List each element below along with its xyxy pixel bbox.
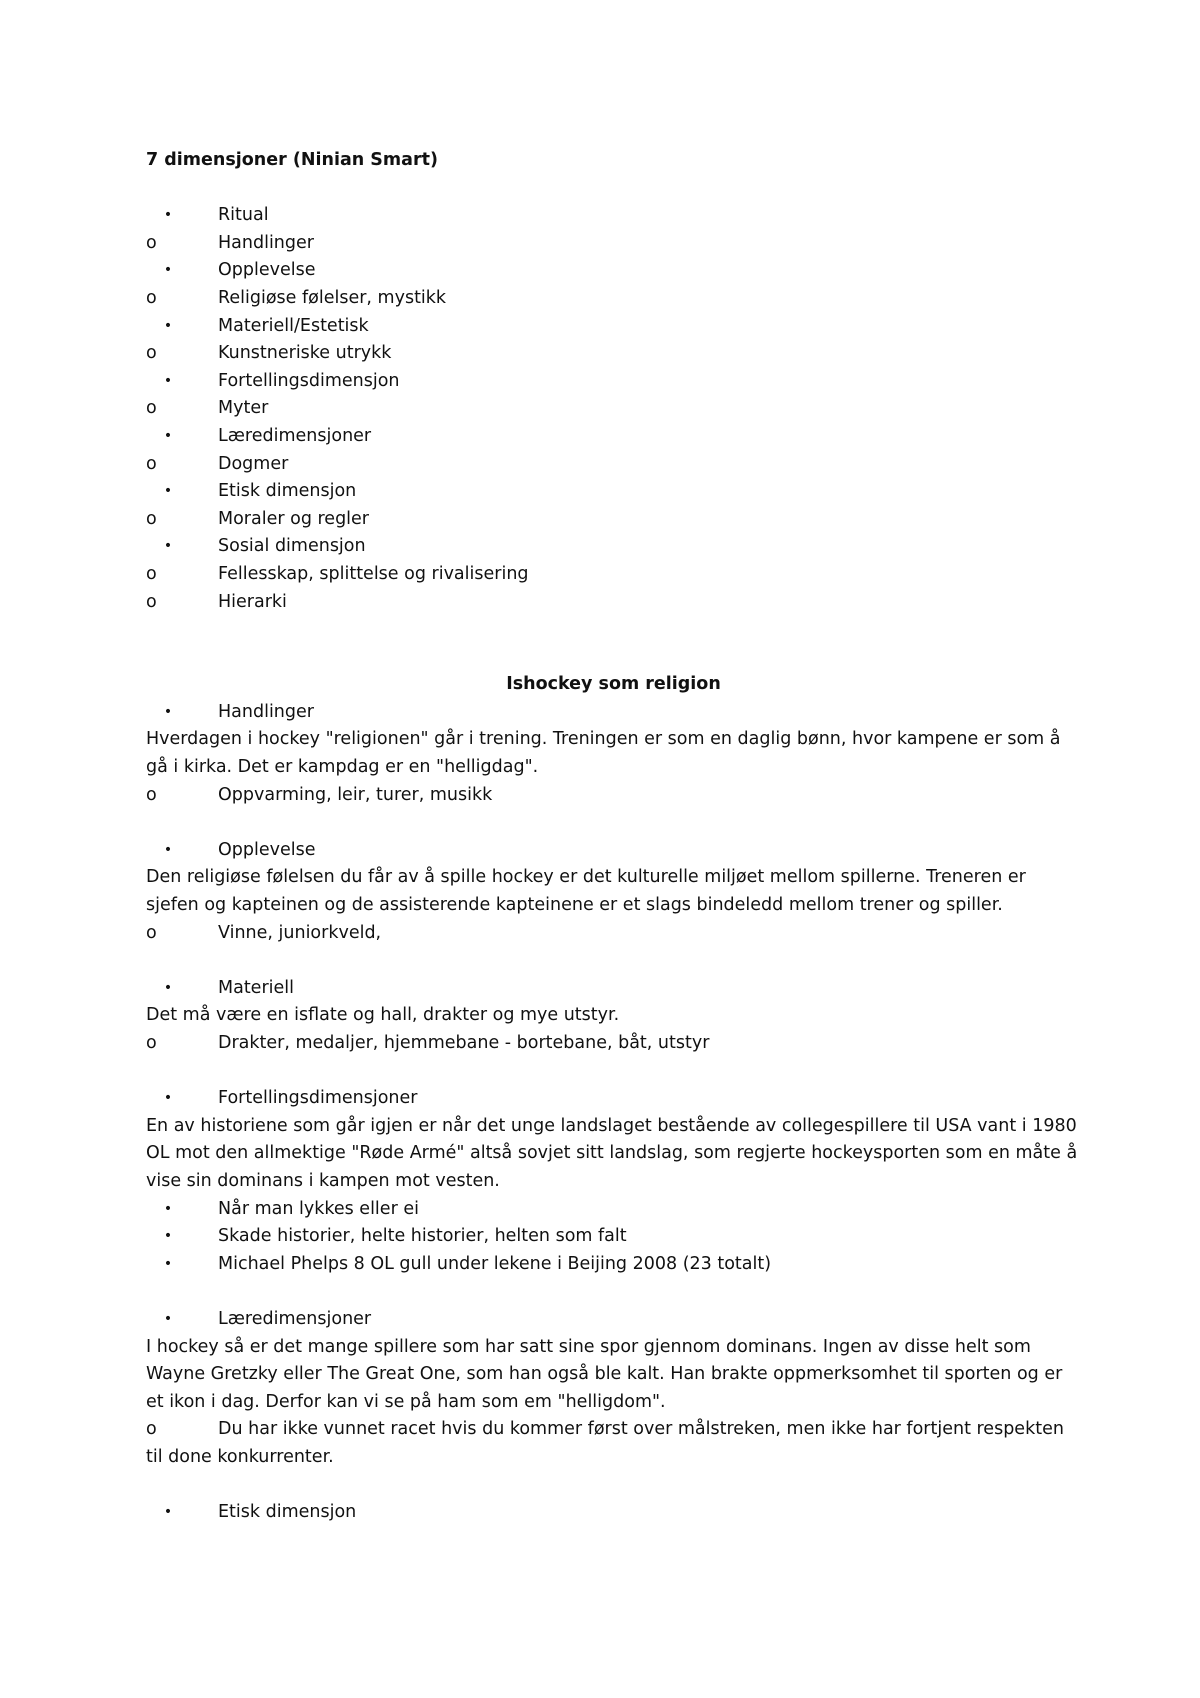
- bullet-marker: •: [163, 841, 173, 858]
- list-item: [146, 533, 1081, 561]
- list-item: [146, 340, 1081, 368]
- sub-item-text: Oppvarming, leir, turer, musikk: [218, 784, 493, 805]
- list-item: [146, 561, 1081, 589]
- list-item: [146, 313, 1081, 341]
- section-bullet: [146, 1499, 1081, 1527]
- blank-line: [146, 809, 1081, 837]
- bullet-marker: •: [163, 538, 173, 555]
- list-item: [146, 202, 1081, 230]
- section-bullet-text: Opplevelse: [218, 839, 316, 860]
- list-item-text: Dogmer: [218, 453, 289, 474]
- bullet-marker: •: [163, 1200, 173, 1217]
- bullet-marker: •: [163, 483, 173, 500]
- list-item-text: Materiell/Estetisk: [218, 315, 369, 336]
- list-item-text: Religiøse følelser, mystikk: [218, 287, 447, 308]
- blank-line: [146, 1278, 1081, 1306]
- circle-marker: o: [146, 508, 157, 529]
- list-item-text: Sosial dimensjon: [218, 536, 366, 557]
- list-item: [146, 423, 1081, 451]
- section-title: Ishockey som religion: [506, 674, 721, 695]
- list-item-text: Moraler og regler: [218, 508, 369, 529]
- circle-marker: o: [146, 343, 157, 364]
- list-item-text: Opplevelse: [218, 260, 316, 281]
- bullet-marker: •: [163, 1255, 173, 1272]
- document-heading: 7 dimensjoner (Ninian Smart): [146, 150, 438, 170]
- list-item-text: Kunstneriske utrykk: [218, 343, 392, 364]
- section-bullet: [146, 1306, 1081, 1334]
- bullet-marker: •: [163, 372, 173, 389]
- section-bullet: [146, 975, 1081, 1003]
- sub-item: [146, 1416, 1081, 1471]
- list-item-text: Fellesskap, splittelse og rivalisering: [218, 563, 529, 584]
- blank-line: [146, 947, 1081, 975]
- list-item: [146, 451, 1081, 479]
- blank-line: [146, 1472, 1081, 1500]
- list-item-text: Når man lykkes eller ei: [218, 1198, 419, 1219]
- bullet-marker: •: [163, 317, 173, 334]
- circle-marker: o: [146, 232, 157, 253]
- bullet-marker: •: [163, 1310, 173, 1327]
- list-item: [146, 368, 1081, 396]
- list-item-text: Fortellingsdimensjon: [218, 370, 400, 391]
- section-bullet-text: Materiell: [218, 977, 294, 998]
- circle-marker: o: [146, 1033, 157, 1053]
- document-content: [146, 147, 1081, 1527]
- list-item: [146, 506, 1081, 534]
- sub-item-text: Drakter, medaljer, hjemmebane - bortebane, båt, utstyr: [218, 1033, 710, 1053]
- section-bullet-text: Fortellingsdimensjoner: [218, 1088, 418, 1109]
- list-item-text: Hierarki: [218, 591, 287, 612]
- blank-line: [146, 616, 1081, 644]
- circle-marker: o: [146, 453, 157, 474]
- section-bullet: [146, 1085, 1081, 1113]
- circle-marker: o: [146, 922, 157, 943]
- sub-item-text: Vinne, juniorkveld,: [218, 922, 382, 943]
- section-paragraph: I hockey så er det mange spillere som har satt sine spor gjennom dominans. Ingen av disse helt som Wayne Gretzky eller The Great One, som han også ble kalt. Han brakte oppmerksomhet til sporten og er et ikon i dag. Derfor kan vi se på ham som em "helligdom".: [146, 1336, 1063, 1412]
- sub-item: [146, 782, 1081, 810]
- bullet-marker: •: [163, 207, 173, 224]
- bullet-marker: •: [163, 979, 173, 996]
- list-item: [146, 1196, 1081, 1224]
- bullet-marker: •: [163, 1228, 173, 1245]
- section-bullet-text: Etisk dimensjon: [218, 1502, 357, 1523]
- circle-marker: o: [146, 563, 157, 584]
- list-item-text: Myter: [218, 398, 269, 419]
- list-item-text: Ritual: [218, 205, 269, 226]
- circle-marker: o: [146, 784, 157, 805]
- list-item: [146, 589, 1081, 617]
- dimensions-list: [146, 202, 1081, 616]
- circle-marker: o: [146, 1419, 157, 1440]
- section-paragraph: En av historiene som går igjen er når det unge landslaget bestående av collegespillere til USA vant i 1980 OL mot den allmektige "Røde Armé" altså sovjet sitt landslag, som regjerte hockeysporten som en måte å vise sin dominans i kampen mot vesten.: [146, 1115, 1078, 1191]
- list-item: [146, 230, 1081, 258]
- list-item: [146, 395, 1081, 423]
- list-item: [146, 285, 1081, 313]
- bullet-marker: •: [163, 703, 173, 720]
- bullet-marker: •: [163, 262, 173, 279]
- circle-marker: o: [146, 591, 157, 612]
- section-bullet: [146, 837, 1081, 865]
- list-item: [146, 478, 1081, 506]
- circle-marker: o: [146, 287, 157, 308]
- section-bullet-text: Læredimensjoner: [218, 1308, 372, 1329]
- section-paragraph: Det må være en isflate og hall, drakter og mye utstyr.: [146, 1005, 620, 1026]
- bullet-marker: •: [163, 427, 173, 444]
- blank-line: [146, 1058, 1081, 1086]
- section-paragraph: Hverdagen i hockey "religionen" går i trening. Treningen er som en daglig bønn, hvor kampene er som å gå i kirka. Det er kampdag er en "helligdag".: [146, 729, 1061, 778]
- section-bullet: [146, 699, 1081, 727]
- list-item-text: Læredimensjoner: [218, 425, 372, 446]
- sub-item-text: Du har ikke vunnet racet hvis du kommer først over målstreken, men ikke har fortjent respekten til done konkurrenter.: [146, 1419, 1064, 1467]
- list-item: [146, 257, 1081, 285]
- list-item: [146, 1251, 1081, 1279]
- sub-item: [146, 920, 1081, 948]
- blank-line: [146, 644, 1081, 672]
- bullet-marker: •: [163, 1504, 173, 1521]
- section-paragraph: Den religiøse følelsen du får av å spille hockey er det kulturelle miljøet mellom spillerne. Treneren er sjefen og kapteinen og de assisterende kapteinene er et slags bindeledd mellom trener og spiller.: [146, 867, 1026, 916]
- list-item-text: Michael Phelps 8 OL gull under lekene i Beijing 2008 (23 totalt): [218, 1253, 772, 1274]
- list-item-text: Handlinger: [218, 232, 314, 253]
- circle-marker: o: [146, 398, 157, 419]
- sub-item: [146, 1030, 1081, 1058]
- list-item-text: Etisk dimensjon: [218, 481, 357, 502]
- blank-line: [146, 175, 1081, 203]
- bullet-marker: •: [163, 1090, 173, 1107]
- list-item-text: Skade historier, helte historier, helten som falt: [218, 1226, 627, 1247]
- list-item: [146, 1223, 1081, 1251]
- section-bullet-text: Handlinger: [218, 701, 314, 722]
